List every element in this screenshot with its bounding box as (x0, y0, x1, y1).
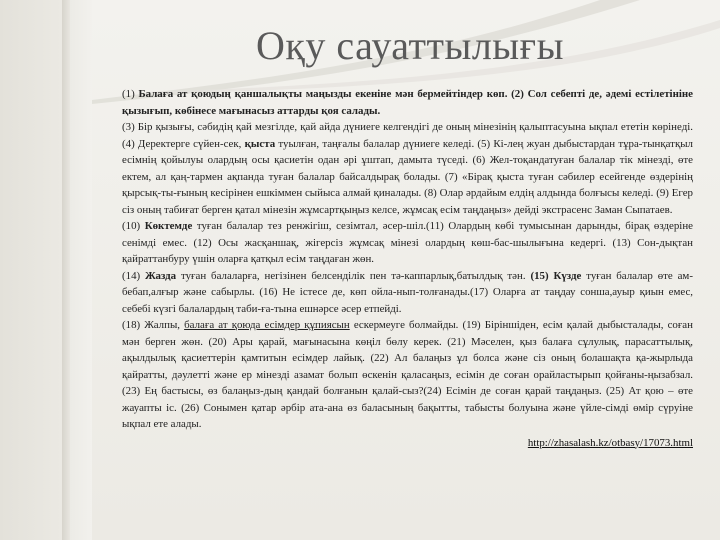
source-link[interactable]: http://zhasalash.kz/otbasy/17073.html (527, 436, 693, 449)
paragraph-3 (122, 218, 693, 268)
bold-text: (15) Күзде (530, 269, 582, 282)
paragraph-4 (122, 268, 693, 318)
slide-title: Оқу сауаттылығы (256, 23, 564, 68)
bold-text: Көктемде (144, 220, 193, 232)
paragraph-2 (122, 119, 693, 218)
article-body (122, 86, 693, 451)
text-run: туған балаларға, негізінен белсенділік пен тә-каппарлық,батылдық тән. (180, 269, 526, 282)
bold-text: Жазда (145, 269, 177, 282)
underlined-text: балаға ат қоюда есімдер құпиясын (184, 319, 350, 331)
paragraph-5 (122, 317, 693, 433)
text-run: (10) (122, 220, 141, 232)
sentence-number: (1) (122, 88, 135, 100)
source-row (122, 435, 693, 452)
text-run: (18) Жалпы, (122, 319, 180, 331)
text-run: (3) Бір қызығы, сәбидің қай мезгілде, қай айда дүниеге келгендігі де оның мінезінің қалыптасуына ықпал ететін көрінеді. (4) Деректерге сүйен-сек, (122, 121, 693, 150)
paragraph-1 (122, 86, 693, 119)
bold-text: Балаға ат қоюдың қаншалықты маңызды екеніне мән бермейтіндер көп. (2) Сол себепті де, әдемі естілетініне қызығып, көбінесе мағынасыз аттарды қоя салады. (122, 88, 693, 117)
text-run: туған балалар өте ам-бебап,алғыр және сабырлы. (16) Не істесе де, көп ойла-нып-толғанады.(17) Оларға ат таңдау сонша,ауыр қиын емес, себебі күзгі балалардың таби-ға-тына ешнәрсе әсер етпейді. (122, 269, 693, 315)
text-run: (14) (122, 269, 141, 282)
text-run: туған балалар тез ренжігіш, сезімтал, әсер-шіл.(11) Олардың көбі тумысынан дарынды, бірақ өздеріне сенімді емес. (12) Осы жасқаншақ, жігерсіз жұмсақ мінезі олардың көш-бас-шылығына кедергі. (13) Сон-дықтан қайраттанбуру үшін оларға қатқыл есім таңдаған жөн. (122, 220, 693, 265)
text-run: туылған, таңғалы балалар дүниеге келеді. (5) Кі-лең жуан дыбыстардан тұра-тынқатқыл есімнің қойылуы олардың осы қасиетін одан әрі ұштап, дамыта түседі. (6) Жел-тоқандатуған балалар тік мінезді, өте ектем, ал қаң-тармен ақпанда туған балалар байсалдырақ болады. (7) «Бірақ қыста туған сәбилер есейгенде өздерінің қырсық-ты-ғының кесірінен ешкіммен сыйыса алмай қиналады. (8) Олар әрдайым елдің алдында болғысы келеді. (9) Егер сіз оның табиғат берген қатал мінезін жұмсартқыңыз келсе, жұмсақ есім таңдаңыз» дейді экстрасенс Заман Сыпатаев. (122, 137, 693, 216)
bold-text: қыста (244, 137, 276, 150)
text-run: ескермеуге болмайды. (19) Біріншіден, есім қалай дыбысталады, соған мән берген жөн. (20) Ары қарай, мағынасына көңіл бөлу керек. (21) Мәселен, қыз балаға сұлулық, парасаттылық, ақылдылық қасиеттерін қамтитын есімдер лайық. (22) Ал балаңыз ұл болса және сіз оның болашақта қа-жырлыда қайратты, дәулетті және ер мінезді азамат болып өскенін қаласаңыз, есімін де соған орайластырып қойғаны-ңызабзал. (23) Ең бастысы, өз балаңыз-дың қандай болғанын қалай-сыз?(24) Есімін де соған қарай таңдаңыз. (25) Ат қою – өте жауапты іс. (26) Сонымен қатар әрбір ата-ана өз баласының бақытты, табысты болуына және үйле-сімді өмір сүруіне ықпал ете алады. (122, 319, 693, 430)
